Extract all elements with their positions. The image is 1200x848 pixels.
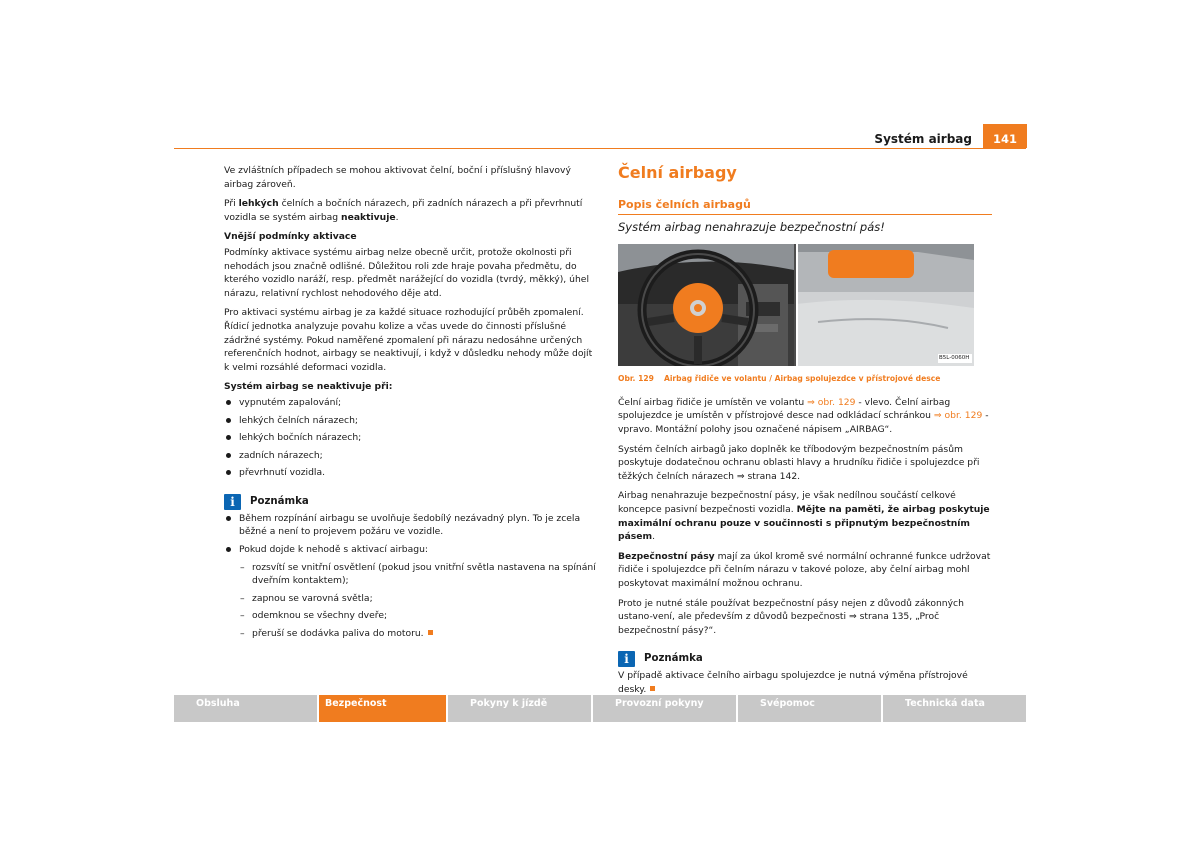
bold-text: lehkých: [238, 198, 279, 210]
text: .: [652, 531, 655, 543]
bold-text: Bezpečnostní pásy: [618, 550, 715, 562]
list-item: zadních nárazech;: [224, 449, 600, 463]
paragraph: [224, 197, 600, 224]
list-item: převrhnutí vozidla.: [224, 466, 600, 480]
chapter-navigation: [174, 695, 1026, 722]
paragraph: Podmínky aktivace systému airbag nelze obecně určit, protože okolnosti při nehodách jsou značně odlišné. Důležitou roli zde hraje povaha předmětu, do kterého vozidlo naráží, resp. předmět narážející do vozidla (tvrdý, měkký), úhel nárazu, relativní rychlost nehodového děje atd.: [224, 246, 589, 299]
page-number: 141: [983, 124, 1027, 148]
nav-tab-svepomoc[interactable]: Svépomoc: [738, 695, 881, 722]
text: Čelní airbag řidiče je umístěn ve volantu: [618, 396, 808, 408]
text: - vlevo. Čelní airbag spolujezdce je umístěn v přístrojové desce nad odkládací schránkou: [618, 396, 951, 422]
text: Airbag nenahrazuje bezpečnostní pásy, je však nedílnou součástí celkové koncepce pasivní bezpečnosti vozidla.: [618, 490, 956, 515]
figure-caption: [618, 372, 992, 386]
section-title: Systém airbag: [874, 132, 972, 146]
text: .: [395, 211, 399, 223]
list-item: lehkých čelních nárazech;: [224, 414, 600, 428]
info-icon: i: [618, 651, 635, 667]
list-item: vypnutém zapalování;: [224, 396, 600, 410]
header-rule: [174, 148, 1026, 149]
text: Při: [224, 198, 239, 210]
nav-tab-provozni-pokyny[interactable]: Provozní pokyny: [593, 695, 736, 722]
list-item: [224, 627, 600, 641]
note-header: [224, 494, 600, 510]
subheading: Vnější podmínky aktivace: [224, 231, 357, 243]
list-item: Během rozpínání airbagu se uvolňuje šedobílý nezávadný plyn. To je zcela běžné a není to projevem požáru ve vozidle.: [224, 512, 600, 539]
text: čelních a bočních nárazech, při zadních nárazech a při převrhnutí vozidla se systém airbag: [224, 198, 583, 223]
list-item: – zapnou se varovná světla;: [224, 592, 600, 606]
nav-tab-technicka-data[interactable]: Technická data: [883, 695, 1026, 722]
airbag-illustration: [618, 244, 974, 366]
nav-tab-bezpecnost[interactable]: Bezpečnost: [319, 695, 446, 722]
bold-text: neaktivuje: [341, 211, 396, 223]
nav-tab-obsluha[interactable]: Obsluha: [174, 695, 317, 722]
bullet-list: [224, 396, 600, 480]
end-mark-icon: [650, 686, 655, 691]
paragraph: Proto je nutné stále používat bezpečnostní pásy nejen z důvodů zákonných ustano-vení, ale především z důvodů bezpečnosti ⇒ strana 135, „Proč bezpečnostní pásy?“.: [618, 597, 964, 636]
subheading: Systém airbag se neaktivuje při:: [224, 381, 393, 393]
left-column: [224, 164, 600, 645]
note-list: [224, 512, 600, 557]
paragraph: [618, 396, 992, 437]
nav-tab-pokyny-k-jizde[interactable]: Pokyny k jízdě: [448, 695, 591, 722]
text: - vpravo. Montážní polohy jsou označené nápisem „AIRBAG“.: [618, 410, 989, 435]
figure-reference-link[interactable]: ⇒ obr. 129: [933, 410, 983, 422]
note-title: Poznámka: [644, 653, 703, 665]
list-item: Pokud dojde k nehodě s aktivací airbagu:: [224, 543, 600, 557]
chapter-heading: Čelní airbagy: [618, 163, 737, 182]
right-column: [618, 164, 992, 702]
caption-text: Airbag řidiče ve volantu / Airbag spolujezdce v přístrojové desce: [663, 374, 941, 384]
airbag-figure: [618, 244, 974, 366]
bold-text: Mějte na paměti, že airbag poskytuje maximální ochranu pouze v součinnosti s připnutým bezpečnostním pásem: [618, 503, 990, 543]
figure-reference-link[interactable]: ⇒ obr. 129: [807, 396, 856, 408]
paragraph: [618, 550, 992, 591]
paragraph: Systém čelních airbagů jako doplněk ke tříbodovým bezpečnostním pásům poskytuje dodatečnou ochranu oblasti hlavy a hrudníku řidiče i spolujezdce při těžkých čelních nárazech ⇒ strana 142.: [618, 443, 980, 482]
section-heading: Popis čelních airbagů: [618, 198, 992, 215]
info-icon: i: [224, 494, 241, 510]
figure-code: B5L-0060H: [939, 355, 970, 362]
note-header: [618, 651, 992, 667]
paragraph: Pro aktivaci systému airbag je za každé situace rozhodující průběh zpomalení. Řídicí jednotka analyzuje povahu kolize a včas uvede do činnosti příslušné zádržné systémy. Pokud naměřené zpomalení při nárazu nedosáhne určených referenčních hodnot, airbagy se neaktivují, i když v důsledku nehody může dojít k velmi rozsáhlé deformaci vozidla.: [224, 307, 593, 373]
note-title: Poznámka: [250, 496, 309, 508]
section-subtitle: Systém airbag nenahrazuje bezpečnostní pás!: [618, 219, 885, 234]
text: V případě aktivace čelního airbagu spolujezdce je nutná výměna přístrojové desky.: [618, 670, 968, 695]
text: mají za úkol kromě své normální ochranné funkce udržovat řidiče i spolujezdce při čelním nárazu v takové poloze, aby čelní airbag mohl poskytovat maximální možnou ochranu.: [618, 550, 991, 589]
text: přeruší se dodávka paliva do motoru.: [252, 628, 424, 640]
caption-number: Obr. 129: [618, 374, 654, 384]
dash-list: [224, 561, 600, 641]
paragraph: Ve zvláštních případech se mohou aktivovat čelní, boční i příslušný hlavový airbag zároveň.: [224, 165, 571, 190]
paragraph: [618, 489, 992, 543]
list-item: lehkých bočních nárazech;: [224, 431, 600, 445]
paragraph: [618, 669, 992, 696]
list-item: – rozsvítí se vnitřní osvětlení (pokud jsou vnitřní světla nastavena na spínání dveřním kontaktem);: [224, 561, 600, 588]
end-mark-icon: [428, 630, 433, 635]
list-item: – odemknou se všechny dveře;: [224, 609, 600, 623]
